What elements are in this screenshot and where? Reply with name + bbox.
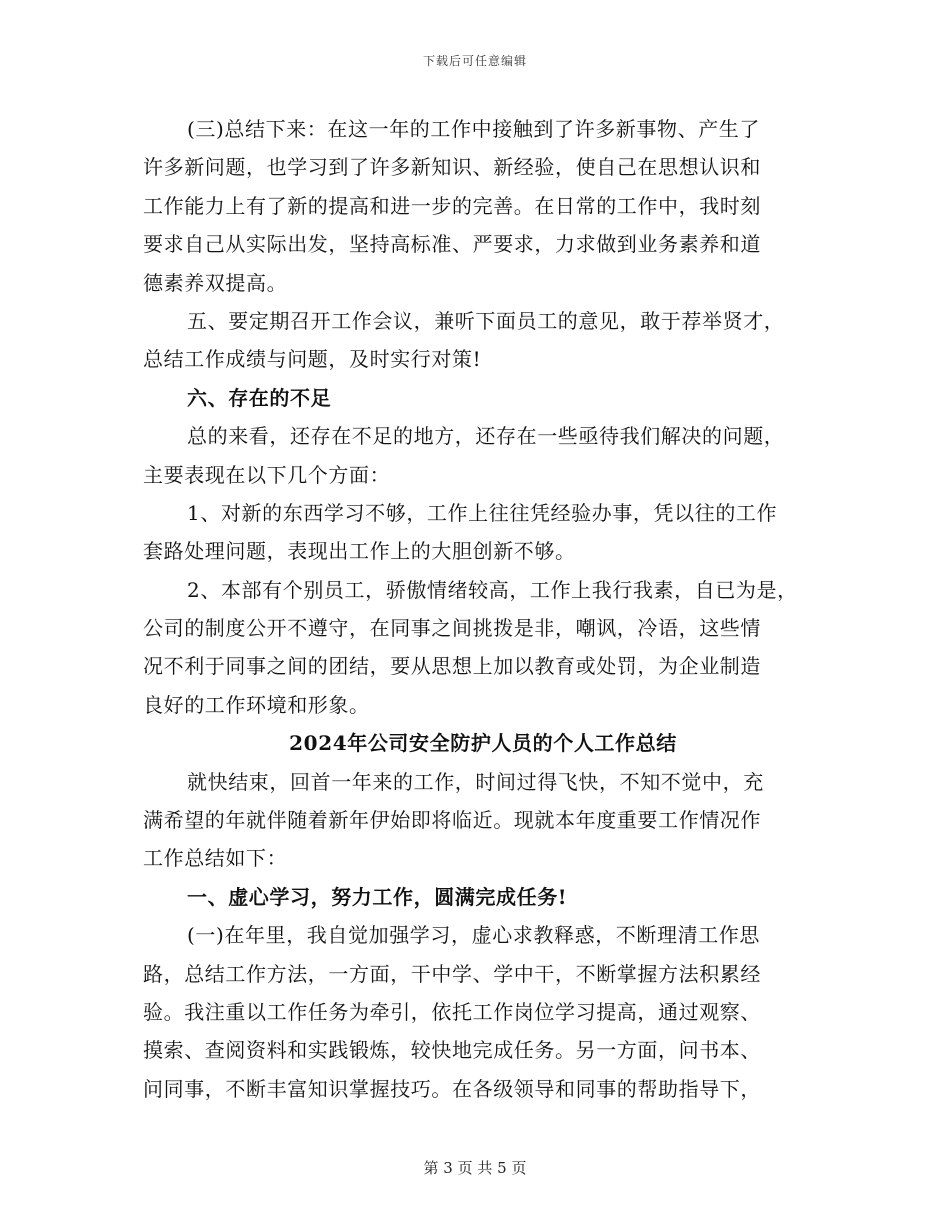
paragraph-line: 问同事，不断丰富知识掌握技巧。在各级领导和同事的帮助指导下，	[143, 1076, 761, 1101]
paragraph-line: 满希望的年就伴随着新年伊始即将临近。现就本年度重要工作情况作	[143, 808, 761, 833]
paragraph-line: 路，总结工作方法，一方面，干中学、学中干，不断掌握方法积累经	[143, 961, 761, 986]
paragraph-line: 摸索、查阅资料和实践锻炼，较快地完成任务。另一方面，问书本、	[143, 1038, 761, 1063]
paragraph-line: 许多新问题，也学习到了许多新知识、新经验，使自己在思想认识和	[143, 155, 761, 180]
paragraph-line: 套路处理问题，表现出工作上的大胆创新不够。	[143, 539, 576, 564]
paragraph-line: 1、对新的东西学习不够，工作上往往凭经验办事，凭以往的工作	[187, 500, 778, 525]
page-footer: 第 3 页 共 5 页	[423, 1159, 527, 1177]
paragraph-line: 况不利于同事之间的团结，要从思想上加以教育或处罚，为企业制造	[143, 654, 761, 679]
paragraph-line: 工作能力上有了新的提高和进一步的完善。在日常的工作中，我时刻	[143, 193, 761, 218]
document-title: 2024年公司安全防护人员的个人工作总结	[289, 731, 677, 756]
document-body	[143, 110, 813, 1108]
paragraph-line: 五、要定期召开工作会议，兼听下面员工的意见，敢于荐举贤才，	[187, 308, 785, 333]
paragraph-line: 就快结束，回首一年来的工作，时间过得飞快，不知不觉中，充	[187, 769, 764, 794]
paragraph-line: 总的来看，还存在不足的地方，还存在一些亟待我们解决的问题，	[187, 424, 785, 449]
paragraph-line: 主要表现在以下几个方面：	[143, 462, 391, 487]
paragraph-line: 总结工作成绩与问题，及时实行对策!	[143, 347, 482, 372]
paragraph-line: (三)总结下来：在这一年的工作中接触到了许多新事物、产生了	[187, 117, 761, 141]
paragraph-line: 2、本部有个别员工，骄傲情绪较高，工作上我行我素，自已为是，	[187, 577, 798, 602]
section-heading: 一、虚心学习，努力工作，圆满完成任务!	[187, 884, 568, 909]
paragraph-line: 良好的工作环境和形象。	[143, 692, 370, 717]
section-heading: 六、存在的不足	[187, 385, 332, 410]
paragraph-line: (一)在年里，我自觉加强学习，虚心求教释惑，不断理清工作思	[187, 923, 761, 948]
page-header: 下载后可任意编辑	[422, 54, 527, 68]
paragraph-line: 要求自己从实际出发，坚持高标准、严要求，力求做到业务素养和道	[143, 232, 761, 257]
paragraph-line: 公司的制度公开不遵守，在同事之间挑拨是非，嘲讽，冷语，这些情	[143, 616, 761, 641]
paragraph-line: 工作总结如下：	[143, 846, 288, 871]
paragraph-line: 验。我注重以工作任务为牵引，依托工作岗位学习提高，通过观察、	[143, 999, 761, 1024]
paragraph-line: 德素养双提高。	[143, 270, 288, 295]
